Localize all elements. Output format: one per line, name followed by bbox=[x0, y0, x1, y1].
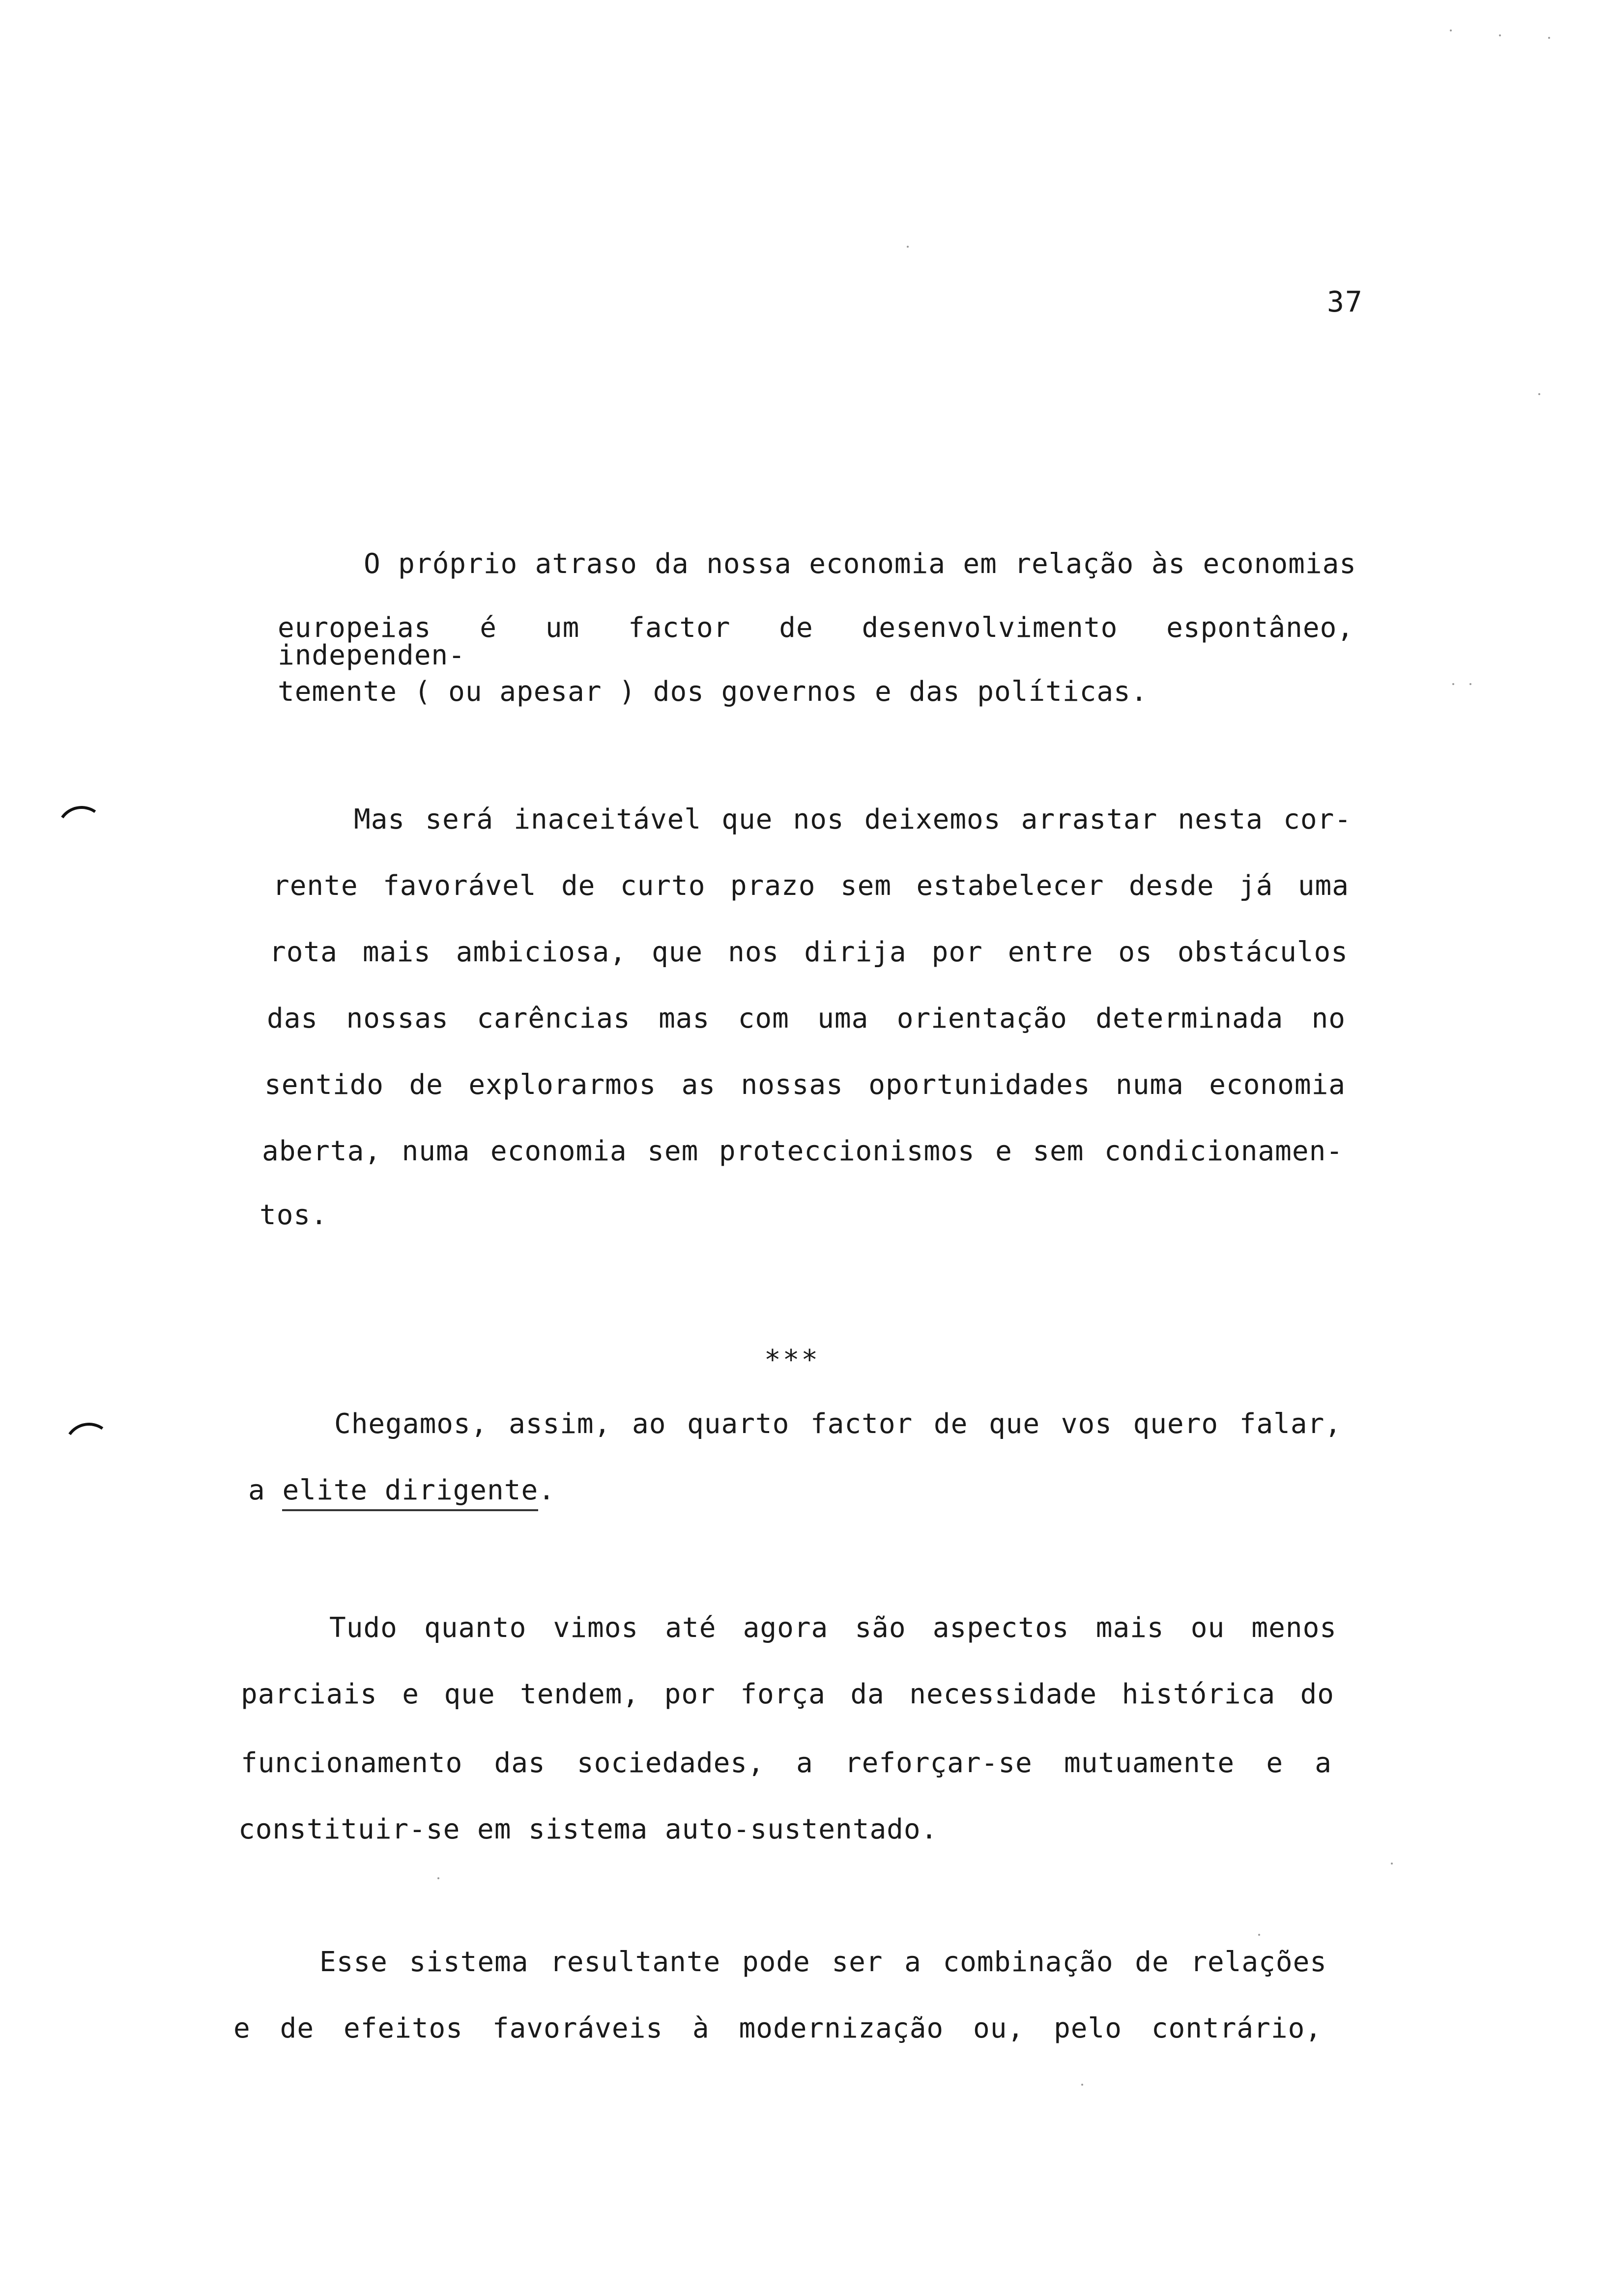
scan-speck bbox=[437, 1877, 439, 1879]
underlined-term-elite-dirigente: elite dirigente bbox=[282, 1474, 538, 1511]
scan-speck bbox=[1391, 1863, 1393, 1865]
scan-speck bbox=[1548, 37, 1550, 39]
paragraph-2-line-1: Mas será inaceitável que nos deixemos arrastar nesta cor- bbox=[354, 804, 1352, 835]
paragraph-3-line-2-prefix: a bbox=[248, 1474, 283, 1506]
paragraph-3-line-1: Chegamos, assim, ao quarto factor de que vos quero falar, bbox=[334, 1408, 1342, 1440]
scan-speck bbox=[1450, 29, 1452, 31]
scan-speck bbox=[1258, 1934, 1260, 1936]
scan-speck bbox=[1081, 2084, 1083, 2086]
section-separator: *** bbox=[764, 1344, 820, 1376]
paragraph-5-line-1: Esse sistema resultante pode ser a combinação de relações bbox=[319, 1946, 1327, 1978]
paragraph-2-line-4: das nossas carências mas com uma orientação determinada no bbox=[267, 1003, 1346, 1034]
paragraph-3-line-2-suffix: . bbox=[538, 1474, 555, 1506]
paragraph-4-line-3: funcionamento das sociedades, a reforçar-se mutuamente e a bbox=[241, 1747, 1332, 1779]
paragraph-5-line-2: e de efeitos favoráveis à modernização ou, pelo contrário, bbox=[233, 2012, 1322, 2044]
paragraph-2-line-2: rente favorável de curto prazo sem estabelecer desde já uma bbox=[273, 870, 1349, 902]
paragraph-4-line-2: parciais e que tendem, por força da necessidade histórica do bbox=[241, 1678, 1334, 1710]
scan-speck bbox=[1538, 393, 1540, 395]
paragraph-2-line-3: rota mais ambiciosa, que nos dirija por entre os obstáculos bbox=[269, 936, 1348, 968]
margin-arc-mark-1 bbox=[53, 802, 111, 860]
scan-speck bbox=[907, 246, 909, 248]
scan-speck bbox=[1452, 683, 1454, 685]
scan-speck bbox=[1469, 683, 1471, 685]
paragraph-2-line-5: sentido de explorarmos as nossas oportunidades numa economia bbox=[264, 1069, 1346, 1101]
paragraph-1-line-1: O próprio atraso da nossa economia em relação às economias bbox=[364, 548, 1356, 580]
paragraph-2-line-6: aberta, numa economia sem proteccionismos e sem condicionamen- bbox=[262, 1135, 1343, 1167]
scan-speck bbox=[1499, 34, 1501, 36]
paragraph-1-line-3: temente ( ou apesar ) dos governos e das políticas. bbox=[278, 676, 1148, 708]
margin-arc-mark-2 bbox=[60, 1419, 118, 1477]
page-number: 37 bbox=[1327, 285, 1363, 318]
paragraph-4-line-4: constituir-se em sistema auto-sustentado. bbox=[238, 1813, 938, 1845]
paragraph-3-line-2 bbox=[248, 1474, 555, 1506]
paragraph-4-line-1: Tudo quanto vimos até agora são aspectos mais ou menos bbox=[329, 1612, 1337, 1644]
paragraph-2-line-7: tos. bbox=[259, 1199, 328, 1231]
paragraph-1-line-2: europeias é um factor de desenvolvimento espontâneo, independen- bbox=[278, 612, 1354, 671]
